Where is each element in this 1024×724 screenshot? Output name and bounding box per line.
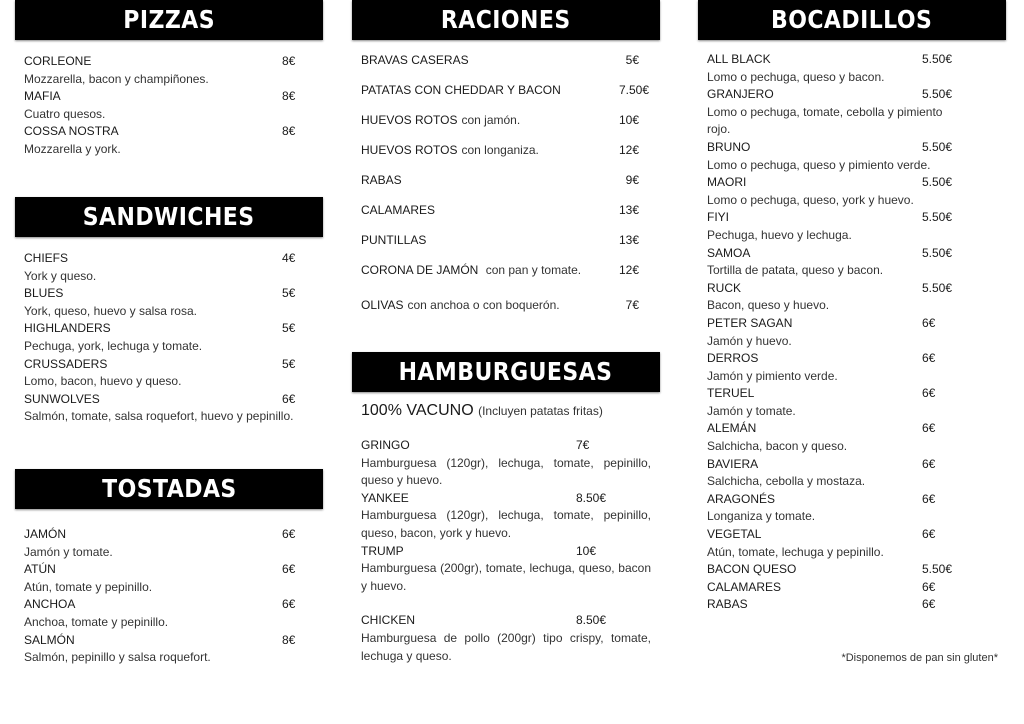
subtitle-text: 100% VACUNO — [361, 402, 474, 419]
item-price: 5€ — [282, 321, 296, 336]
section-title: HAMBURGUESAS — [399, 357, 613, 386]
menu-item — [707, 420, 957, 455]
item-price: 6€ — [922, 579, 936, 594]
menu-item — [361, 195, 639, 225]
item-description: Bacon, queso y huevo. — [707, 298, 830, 313]
item-price: 5€ — [282, 356, 296, 371]
menu-item — [361, 437, 651, 490]
item-name: MAFIA — [24, 89, 61, 104]
item-price: 6€ — [922, 456, 936, 471]
menu-item — [707, 315, 957, 350]
item-price: 4€ — [282, 251, 296, 265]
item-description: Salmón, tomate, salsa roquefort, huevo y pepinillo. — [24, 409, 294, 424]
menu-item — [24, 356, 298, 391]
item-price: 5.50€ — [922, 245, 953, 260]
menu-item — [707, 596, 957, 614]
item-name: CHIEFS — [24, 251, 69, 265]
menu-item — [361, 135, 639, 165]
item-description: Jamón y pimiento verde. — [707, 368, 838, 383]
item-name: TERUEL — [707, 386, 755, 401]
item-description: Longaniza y tomate. — [707, 509, 816, 524]
menu-item — [707, 579, 957, 597]
menu-item — [361, 612, 651, 665]
item-description: Salchicha, bacon y queso. — [707, 439, 848, 454]
item-price: 6€ — [282, 562, 296, 577]
item-description: Lomo o pechuga, queso, york y huevo. — [707, 192, 914, 207]
item-name: DERROS — [707, 351, 759, 366]
hamburguesas-header — [352, 352, 660, 392]
item-description: Lomo o pechuga, queso y bacon. — [707, 69, 885, 84]
item-price: 8€ — [282, 632, 296, 647]
item-name: FIYI — [707, 210, 730, 225]
item-price: 6€ — [282, 391, 296, 406]
section-title: BOCADILLOS — [771, 5, 933, 34]
item-description: Mozzarella, bacon y champiñones. — [24, 71, 209, 86]
menu-item — [24, 285, 298, 320]
item-name: CORLEONE — [24, 54, 92, 68]
item-description: Jamón y tomate. — [24, 544, 113, 559]
sandwiches-list — [24, 250, 298, 426]
item-note: con anchoa o con boquerón. — [407, 298, 560, 312]
section-title: SANDWICHES — [83, 202, 255, 231]
menu-item — [707, 86, 957, 139]
menu-item — [361, 225, 639, 255]
item-name: CRUSSADERS — [24, 356, 108, 371]
item-price: 13€ — [618, 233, 639, 247]
menu-item — [24, 561, 298, 596]
item-note: con longaniza. — [461, 143, 539, 157]
item-price: 5.50€ — [922, 280, 953, 295]
menu-item — [361, 255, 639, 290]
item-price: 5€ — [625, 53, 639, 67]
item-name — [361, 195, 639, 225]
item-name: ATÚN — [24, 562, 56, 577]
item-price: 5.50€ — [922, 562, 953, 577]
item-description: Pechuga, york, lechuga y tomate. — [24, 338, 203, 353]
item-name: RUCK — [707, 280, 742, 295]
item-price: 7€ — [576, 438, 590, 452]
item-price: 6€ — [922, 315, 936, 330]
item-price: 13€ — [618, 203, 639, 217]
menu-item — [707, 209, 957, 244]
item-price: 6€ — [282, 597, 296, 612]
item-description: Jamón y huevo. — [707, 333, 792, 348]
menu-item — [707, 280, 957, 315]
item-description: Cuatro quesos. — [24, 106, 106, 121]
item-name: RABAS — [707, 597, 748, 612]
item-name: SAMOA — [707, 245, 751, 260]
menu-item — [707, 350, 957, 385]
menu-item — [24, 53, 298, 88]
item-price: 8€ — [282, 89, 296, 104]
item-price: 7€ — [625, 298, 639, 312]
item-name: BAVIERA — [707, 456, 759, 471]
item-note: con jamón. — [461, 113, 521, 127]
hamburguesas-list — [361, 437, 651, 665]
bocadillos-list — [707, 51, 957, 614]
raciones-list — [361, 45, 649, 325]
menu-item — [24, 632, 298, 667]
item-description: Lomo o pechuga, queso y pimiento verde. — [707, 157, 931, 172]
menu-item — [707, 51, 957, 86]
pizzas-list — [24, 53, 298, 159]
menu-item — [707, 174, 957, 209]
item-price: 7.50€ — [618, 83, 649, 97]
item-price: 8.50€ — [576, 490, 607, 505]
item-price: 9€ — [625, 173, 639, 187]
item-description: York y queso. — [24, 268, 97, 283]
item-name: BRUNO — [707, 139, 751, 154]
item-name: BLUES — [24, 286, 64, 301]
menu-item — [24, 391, 298, 426]
menu-item — [707, 491, 957, 526]
item-name: SUNWOLVES — [24, 391, 100, 406]
item-price: 5.50€ — [922, 210, 953, 225]
item-description: Jamón y tomate. — [707, 403, 796, 418]
item-description: Salmón, pepinillo y salsa roquefort. — [24, 650, 211, 665]
item-description: Tortilla de patata, queso y bacon. — [707, 263, 884, 278]
item-name-text: RABAS — [361, 173, 402, 187]
tostadas-list — [24, 526, 298, 667]
item-price: 6€ — [922, 527, 936, 542]
item-price: 10€ — [618, 113, 639, 127]
item-description: Hamburguesa (120gr), lechuga, tomate, pepinillo, queso, bacon, york y huevo. — [361, 508, 651, 540]
menu-item — [24, 250, 298, 285]
item-name — [361, 45, 639, 75]
item-name: CHICKEN — [361, 613, 416, 628]
item-name — [361, 105, 639, 135]
item-name-text: CALAMARES — [361, 203, 436, 217]
item-name: MAORI — [707, 175, 747, 190]
hamburguesas-subtitle — [361, 402, 603, 420]
section-title: RACIONES — [441, 5, 571, 34]
item-description: Mozzarella y york. — [24, 141, 121, 156]
item-price: 6€ — [922, 386, 936, 401]
item-price: 8.50€ — [576, 613, 607, 628]
item-price: 8€ — [282, 54, 296, 68]
item-name-text: OLIVAS — [361, 298, 404, 312]
item-price: 5.50€ — [922, 87, 953, 102]
item-name: JAMÓN — [24, 527, 66, 541]
menu-item — [24, 320, 298, 355]
item-price: 6€ — [922, 351, 936, 366]
item-price: 5.50€ — [922, 52, 953, 66]
item-name: ALEMÁN — [707, 421, 757, 436]
item-name-text: BRAVAS CASERAS — [361, 53, 469, 67]
item-name-text: HUEVOS ROTOS — [361, 143, 458, 157]
menu-item — [707, 385, 957, 420]
item-name: ARAGONÉS — [707, 491, 776, 506]
item-description: Hamburguesa (200gr), tomate, lechuga, queso, bacon y huevo. — [361, 561, 651, 593]
item-name: ANCHOA — [24, 597, 76, 612]
item-price: 12€ — [618, 263, 639, 277]
menu-item — [361, 165, 639, 195]
item-description: Salchicha, cebolla y mostaza. — [707, 474, 866, 489]
item-description: Hamburguesa (120gr), lechuga, tomate, pepinillo, queso y huevo. — [361, 455, 651, 488]
item-description: Lomo o pechuga, tomate, cebolla y pimiento rojo. — [707, 104, 943, 137]
item-name: COSSA NOSTRA — [24, 124, 119, 139]
tostadas-header — [15, 469, 323, 509]
item-description: Atún, tomate y pepinillo. — [24, 579, 153, 594]
item-price: 6€ — [922, 491, 936, 506]
item-name: PETER SAGAN — [707, 315, 793, 330]
item-name-text: HUEVOS ROTOS — [361, 113, 458, 127]
item-name-text: PATATAS CON CHEDDAR Y BACON — [361, 83, 561, 97]
menu-item — [361, 45, 639, 75]
section-title: TOSTADAS — [101, 474, 237, 503]
item-description: York, queso, huevo y salsa rosa. — [24, 303, 197, 318]
item-description: Hamburguesa de pollo (200gr) tipo crispy, tomate, lechuga y queso. — [361, 630, 651, 663]
pizzas-header — [15, 0, 323, 40]
item-name: CALAMARES — [707, 579, 782, 594]
item-name: BACON QUESO — [707, 562, 797, 577]
item-price: 5€ — [282, 286, 296, 301]
menu-item — [24, 88, 298, 123]
item-name: YANKEE — [361, 490, 409, 505]
menu-item — [707, 561, 957, 579]
item-price: 12€ — [618, 143, 639, 157]
item-price: 6€ — [282, 527, 296, 541]
menu-item — [24, 596, 298, 631]
item-name: GRANJERO — [707, 87, 774, 102]
menu-item — [707, 245, 957, 280]
menu-item — [361, 290, 639, 325]
item-name — [361, 135, 639, 165]
item-name: TRUMP — [361, 543, 404, 558]
item-note: con pan y tomate. — [482, 263, 582, 277]
sandwiches-header — [15, 197, 323, 237]
item-name — [361, 225, 639, 255]
item-price: 8€ — [282, 124, 296, 139]
item-name — [361, 290, 639, 320]
menu-item — [24, 123, 298, 158]
item-name-text: CORONA DE JAMÓN — [361, 263, 479, 277]
bocadillos-header — [698, 0, 1006, 40]
item-description: Pechuga, huevo y lechuga. — [707, 227, 852, 242]
menu-item — [707, 526, 957, 561]
item-name: ALL BLACK — [707, 52, 771, 66]
menu-item — [361, 490, 651, 543]
menu-item — [361, 543, 651, 596]
item-name: VEGETAL — [707, 527, 762, 542]
item-price: 6€ — [922, 597, 936, 612]
menu-item — [361, 105, 639, 135]
item-name: HIGHLANDERS — [24, 321, 111, 336]
item-price: 6€ — [922, 421, 936, 436]
item-name-text: PUNTILLAS — [361, 233, 427, 247]
gluten-free-note: *Disponemos de pan sin gluten* — [841, 652, 998, 664]
item-description: Lomo, bacon, huevo y queso. — [24, 374, 182, 389]
raciones-header — [352, 0, 660, 40]
item-name: SALMÓN — [24, 632, 75, 647]
item-name — [361, 75, 639, 105]
item-name — [361, 165, 639, 195]
menu-item — [24, 526, 298, 561]
item-description: Anchoa, tomate y pepinillo. — [24, 614, 169, 629]
item-name: GRINGO — [361, 438, 410, 452]
item-description: Atún, tomate, lechuga y pepinillo. — [707, 544, 884, 559]
item-price: 5.50€ — [922, 175, 953, 190]
item-name — [361, 255, 639, 285]
menu-item — [361, 75, 649, 105]
menu-item — [707, 456, 957, 491]
item-price: 5.50€ — [922, 139, 953, 154]
item-price: 10€ — [576, 543, 597, 558]
section-title: PIZZAS — [123, 5, 215, 34]
menu-item — [707, 139, 957, 174]
subtitle-note: (Incluyen patatas fritas) — [478, 404, 603, 418]
